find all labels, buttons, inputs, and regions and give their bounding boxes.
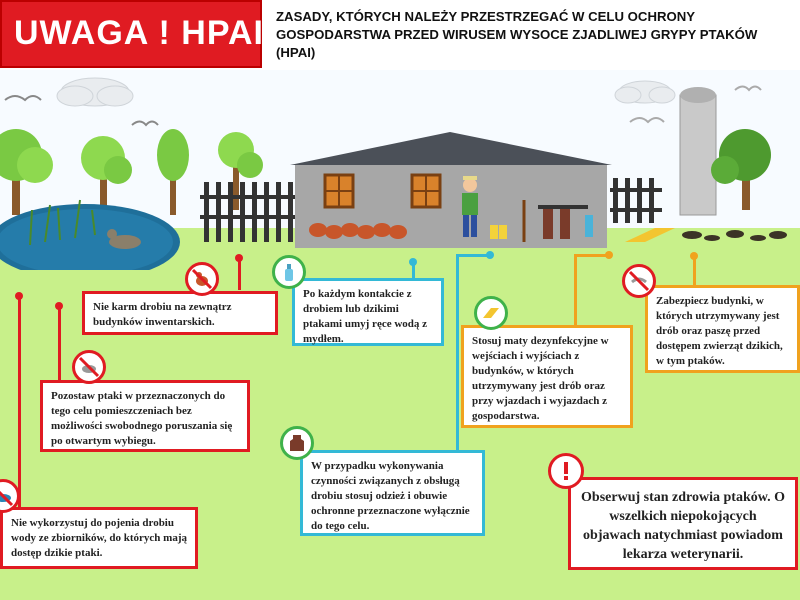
wild-bird (132, 122, 158, 126)
rule-monitor-health (568, 477, 798, 570)
soap-icon (272, 255, 306, 289)
tree (0, 129, 53, 215)
rule-text: Obserwuj stan zdrowia ptaków. O wszelkich niepokojących objawach natychmiast powiadom lekarza weterynarii. (581, 490, 785, 562)
warning-icon (548, 453, 584, 489)
rule-text: Pozostaw ptaki w przeznaczonych do tego celu pomieszczeniach bez możliwości swobodnego poruszania się po otwartym wybiegu. (51, 390, 233, 447)
fence (610, 178, 662, 223)
connector-line (456, 254, 488, 257)
wild-bird (5, 96, 41, 100)
mat-icon (474, 296, 508, 330)
connector-line (18, 296, 21, 508)
tree (157, 129, 189, 215)
cloud (615, 81, 675, 103)
page-title: UWAGA ! HPAI (14, 14, 264, 52)
title-banner (0, 0, 262, 68)
rule-water-source (0, 507, 198, 569)
tree (711, 129, 771, 210)
connector-line (574, 254, 608, 257)
fence (200, 182, 295, 242)
connector-dot (235, 254, 243, 262)
disinfection-mat (625, 228, 675, 242)
headline: ZASADY, KTÓRYCH NALEŻY PRZESTRZEGAĆ W CELU OCHRONY GOSPODARSTWA PRZED WIRUSEM WYSOCE ZJADLIWEJ GRYPY PTAKÓW (HPAI) (276, 9, 758, 60)
rule-text: Stosuj maty dezynfekcyjne w wejściach i wyjściach z budynków, w których utrzymywany jest drób oraz przy wjazdach i wyjazdach z gospodarstwa. (472, 335, 609, 422)
farm-scene (0, 70, 800, 270)
rule-wash-hands (292, 278, 444, 346)
no-feeding-icon (185, 262, 219, 296)
tree (81, 136, 132, 215)
rule-text: Nie wykorzystuj do pojenia drobiu wody ze zbiorników, do których mają dostęp dzikie ptaki. (11, 517, 187, 559)
rule-disinfection-mats (461, 325, 633, 428)
rule-keep-indoors (40, 380, 250, 452)
connector-line (238, 258, 241, 290)
connector-dot (55, 302, 63, 310)
apron-icon (280, 426, 314, 460)
cloud (57, 78, 133, 106)
connector-dot (690, 252, 698, 260)
wild-bird (735, 87, 761, 91)
connector-line (58, 306, 61, 381)
silo (680, 87, 716, 215)
rule-text: Po każdym kontakcie z drobiem lub dzikimi ptakami umyj ręce wodą z mydłem. (303, 288, 428, 345)
rule-text: Zabezpiecz budynki, w których utrzymywany jest drób oraz paszę przed dostępem zwierząt dzikich, w tym ptaków. (656, 295, 783, 367)
rule-secure-buildings (645, 285, 800, 373)
no-free-range-icon (72, 350, 106, 384)
connector-line (456, 254, 459, 452)
connector-line (693, 256, 696, 286)
rule-no-outdoor-feeding (82, 291, 278, 335)
wild-bird (630, 118, 664, 122)
rule-protective-clothing (300, 450, 485, 536)
rule-text: W przypadku wykonywania czynności związanych z obsługą drobiu stosuj odzież i obuwie ochronne przeznaczone wyłącznie do tego celu. (311, 460, 470, 532)
connector-dot (605, 251, 613, 259)
connector-line (574, 254, 577, 326)
connector-dot (486, 251, 494, 259)
no-wild-bird-icon (622, 264, 656, 298)
rule-text: Nie karm drobiu na zewnątrz budynków inwentarskich. (93, 301, 232, 328)
connector-dot (15, 292, 23, 300)
connector-dot (409, 258, 417, 266)
